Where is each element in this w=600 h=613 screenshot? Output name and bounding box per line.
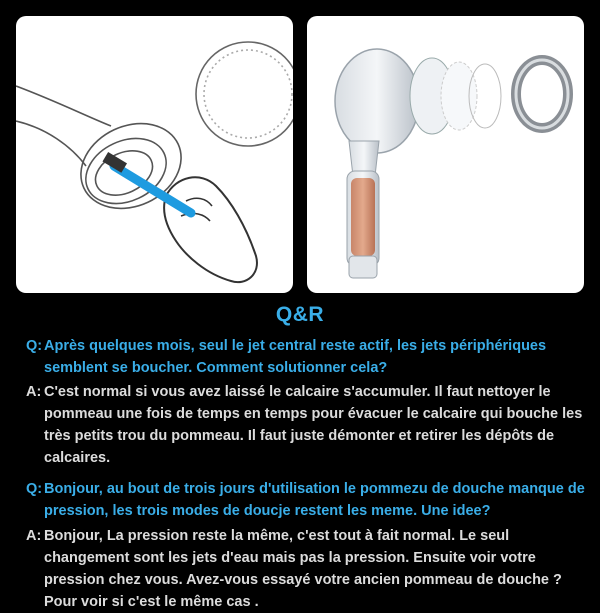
answer-1 [26, 381, 592, 469]
shower-head-icon [307, 16, 584, 293]
answer-prefix: A: [26, 528, 42, 544]
question-prefix: Q: [26, 338, 43, 354]
cleaning-illustration [16, 16, 293, 293]
answer-text: C'est normal si vous avez laissé le calcaire s'accumuler. Il faut nettoyer le pommeau une fois de temps en temps pour évacuer le calcaire qui bouche les très petits trou du pommeau. Il faut juste démonter et retirer les dépôts de calcaires. [44, 384, 583, 466]
question-2 [26, 478, 592, 522]
shower-head-photo [307, 16, 584, 293]
question-prefix: Q: [26, 481, 43, 497]
answer-text: Bonjour, La pression reste la même, c'est tout à fait normal. Le seul changement sont les jets d'eau mais pas la pression. Ensuite voir votre pression chez vous. Avez-vous essayé votre ancien pommeau de douche ? Pour voir si c'est le même cas . [44, 528, 562, 610]
qa-heading: Q&R [275, 303, 325, 326]
question-text: Bonjour, au bout de trois jours d'utilisation le pommezu de douche manque de pression, les trois modes de doucje restent les meme. Une idee? [44, 481, 585, 519]
question-text: Après quelques mois, seul le jet central reste actif, les jets périphériques semblent se boucher. Comment solutionner cela? [44, 338, 547, 376]
question-1 [26, 335, 592, 379]
answer-prefix: A: [26, 384, 42, 400]
toothbrush-cleaning-icon [16, 16, 293, 293]
